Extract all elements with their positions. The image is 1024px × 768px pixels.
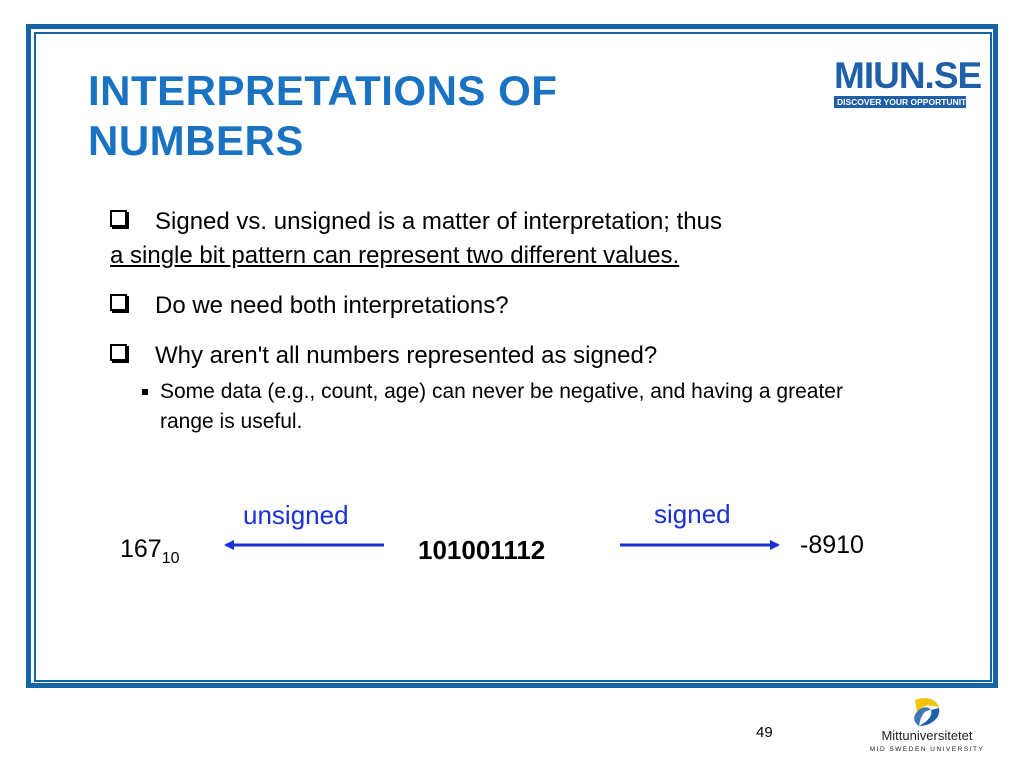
checkbox-bullet-icon (110, 344, 127, 361)
title-line-2: NUMBERS (88, 117, 304, 164)
bullet-1-line-2: a single bit pattern can represent two different values. (110, 242, 680, 269)
slide-title (88, 66, 557, 166)
bullet-item-2 (110, 289, 870, 323)
miun-logo (834, 55, 982, 108)
bullet-list (110, 205, 870, 437)
sub-bullet-text: Some data (e.g., count, age) can never be negative, and having a greater range is useful. (160, 380, 843, 433)
page-number: 49 (756, 724, 773, 741)
checkbox-bullet-icon (110, 210, 127, 227)
unsigned-label: unsigned (243, 500, 349, 530)
miun-logo-text: MIUN.SE (834, 55, 982, 96)
square-bullet-icon (142, 389, 148, 395)
university-tagline: MID SWEDEN UNIVERSITY (869, 746, 985, 753)
university-name: Mittuniversitetet (881, 728, 973, 743)
signed-label: signed (654, 499, 731, 529)
bit-pattern: 101001112 (418, 535, 546, 565)
unsigned-value-number: 167 (120, 535, 162, 563)
bullet-1-line-1: Signed vs. unsigned is a matter of interpretation; thus (155, 208, 722, 235)
checkbox-bullet-icon (110, 294, 127, 311)
signed-value: -8910 (800, 531, 864, 559)
unsigned-value-base: 10 (161, 550, 180, 567)
bullet-3-text: Why aren't all numbers represented as signed? (155, 342, 658, 369)
unsigned-value (120, 535, 180, 568)
mittuniversitetet-logo (862, 696, 992, 760)
bullet-2-text: Do we need both interpretations? (155, 292, 509, 319)
miun-logo-tagline: DISCOVER YOUR OPPORTUNITIES (834, 96, 966, 108)
university-emblem-icon (907, 696, 947, 730)
title-line-1: INTERPRETATIONS OF (88, 67, 558, 114)
bullet-item-3 (110, 339, 870, 373)
sub-bullet-item (142, 377, 870, 437)
bullet-item-1 (110, 205, 870, 273)
